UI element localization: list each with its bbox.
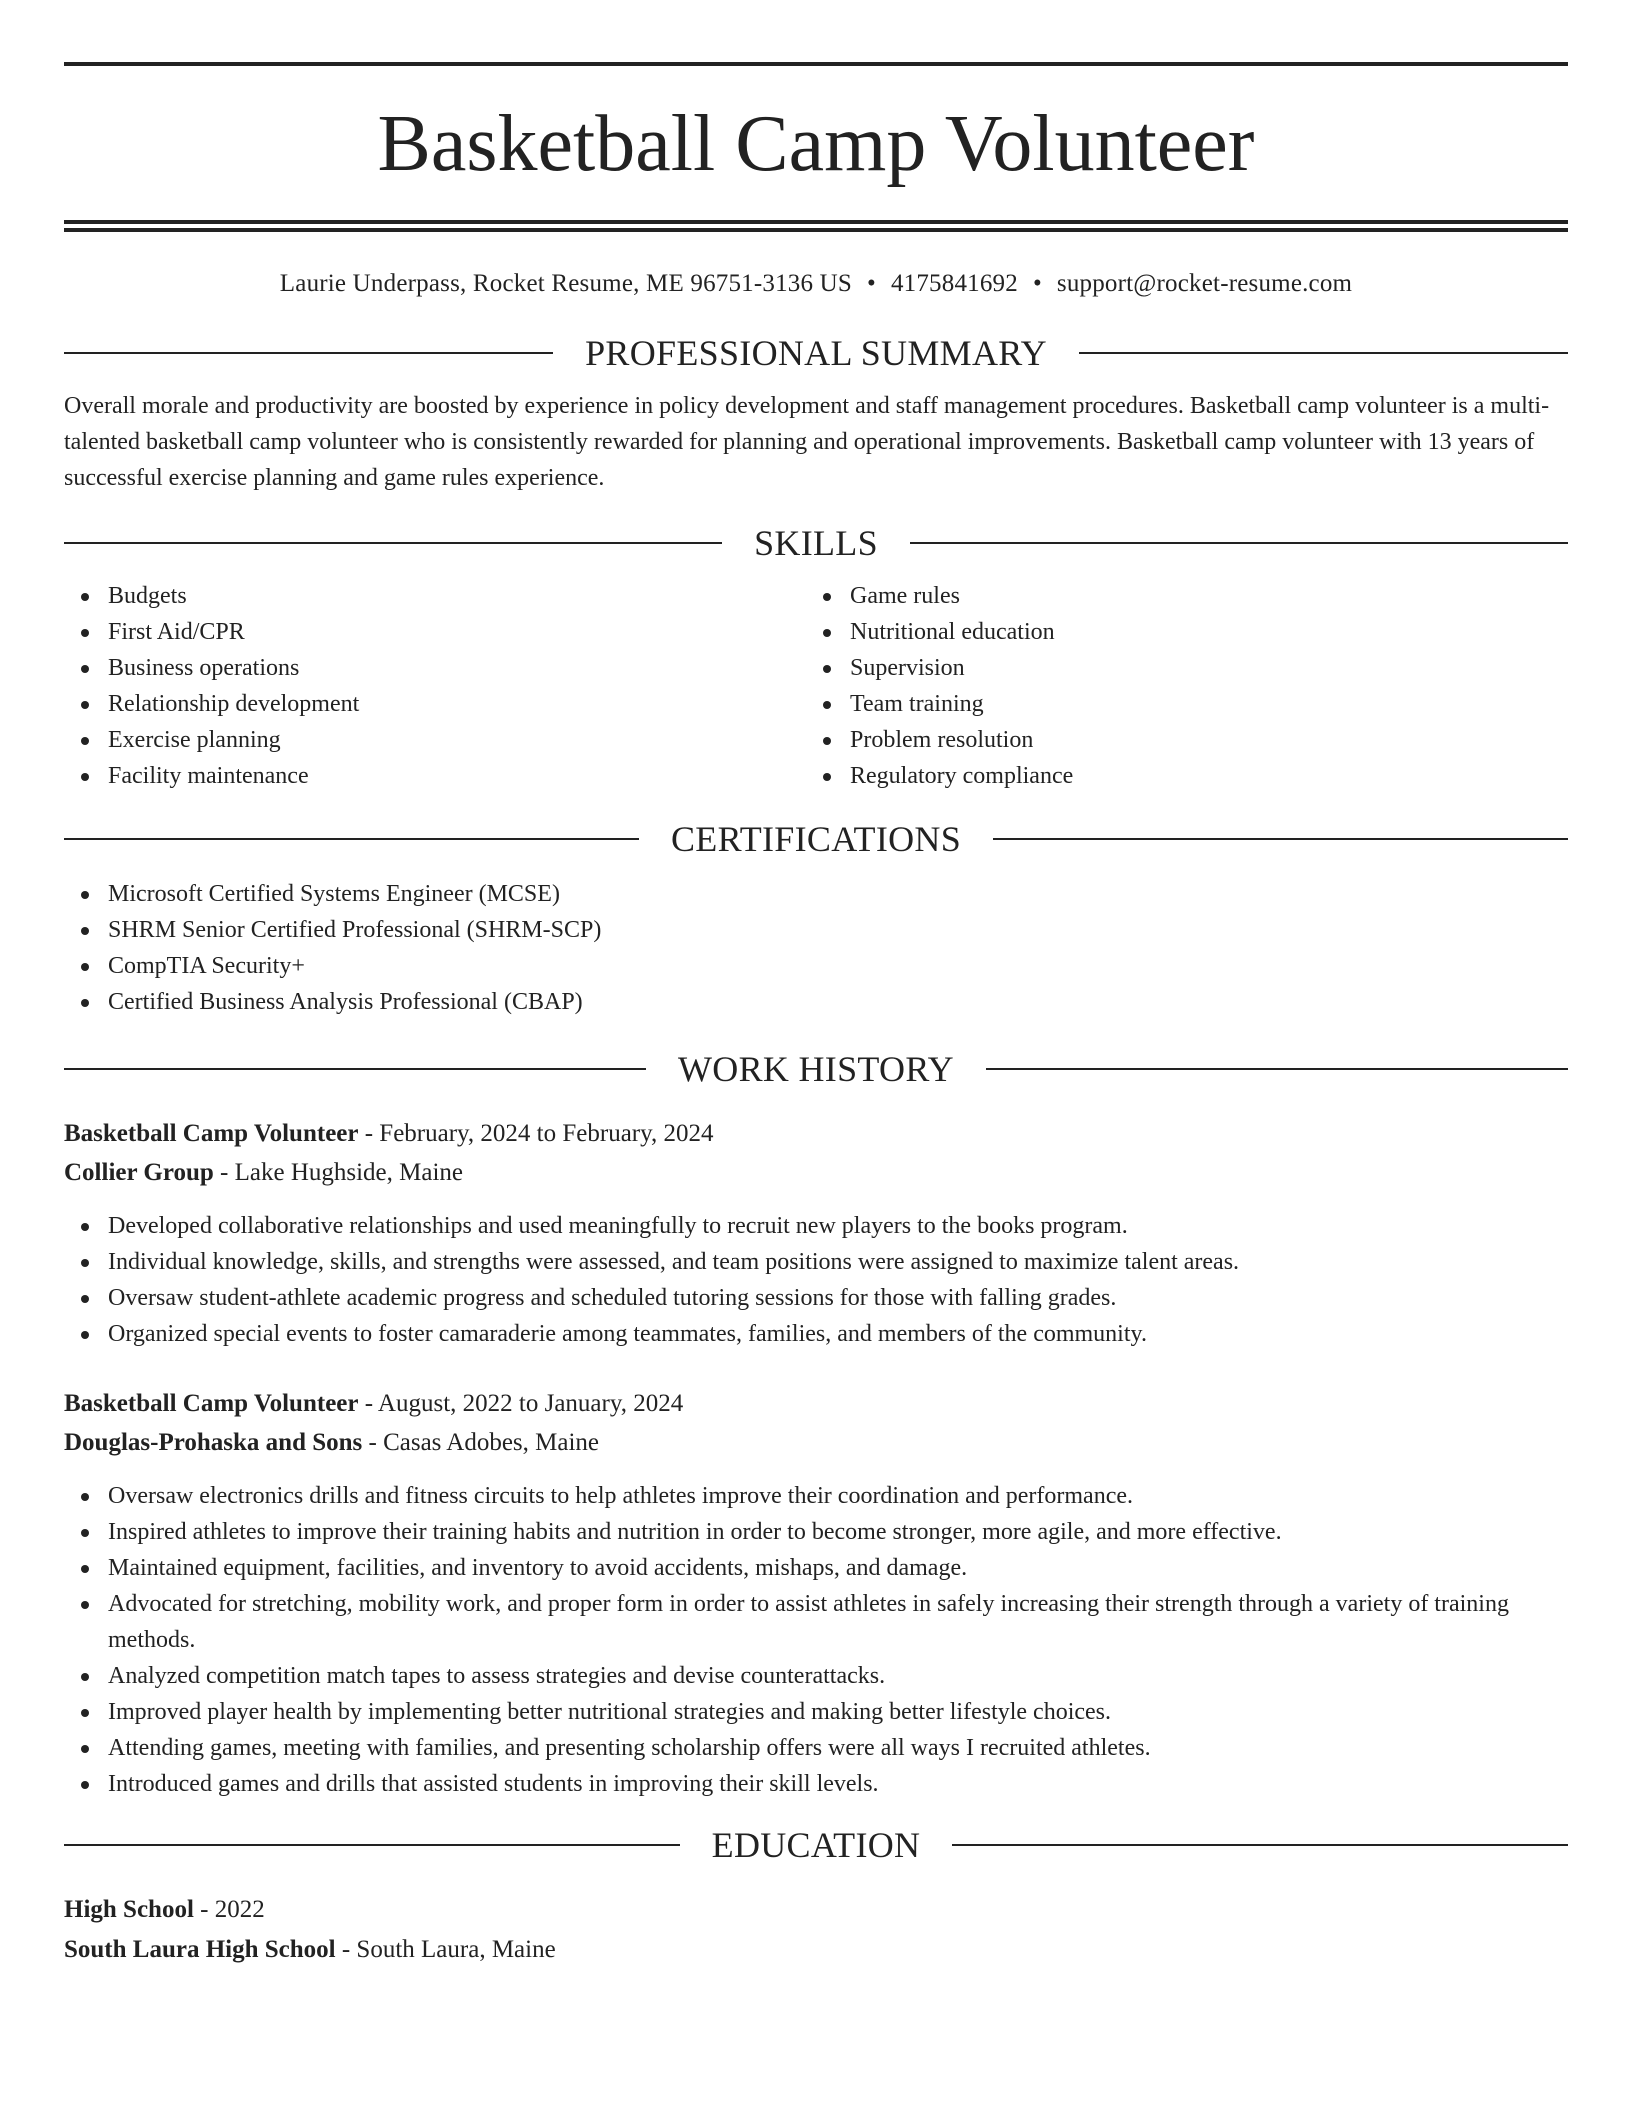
education-degree: High School	[64, 1896, 194, 1923]
section-title-work-history: WORK HISTORY	[678, 1049, 954, 1089]
skill-item: Facility maintenance	[64, 758, 806, 794]
section-title-summary: PROFESSIONAL SUMMARY	[585, 333, 1047, 373]
job-title: Basketball Camp Volunteer	[64, 1120, 359, 1147]
section-header-certifications	[64, 814, 1568, 864]
job-bullet: Organized special events to foster camaraderie among teammates, families, and members of the community.	[64, 1316, 1568, 1352]
job-company-line	[64, 1423, 1568, 1462]
skill-item: Game rules	[806, 578, 1548, 614]
certifications-list	[64, 876, 1568, 1020]
section-rule	[1079, 352, 1568, 354]
section-header-work-history	[64, 1044, 1568, 1094]
certification-item: Certified Business Analysis Professional (CBAP)	[64, 984, 1568, 1020]
education-degree-line	[64, 1890, 1568, 1930]
job-bullet: Inspired athletes to improve their training habits and nutrition in order to become stronger, more agile, and more effective.	[64, 1514, 1568, 1550]
education-entry	[64, 1890, 1568, 1970]
contact-address: Laurie Underpass, Rocket Resume, ME 96751-3136 US	[279, 270, 852, 297]
header-bottom-rule	[64, 220, 1568, 232]
job-dates: - February, 2024 to February, 2024	[358, 1120, 714, 1147]
resume-title: Basketball Camp Volunteer	[377, 100, 1255, 188]
section-title-certifications: CERTIFICATIONS	[670, 819, 962, 859]
section-rule	[952, 1844, 1568, 1846]
job-bullets	[64, 1478, 1568, 1802]
section-rule	[64, 1844, 680, 1846]
contact-phone: 4175841692	[890, 270, 1018, 297]
job-location: - Lake Hughside, Maine	[213, 1159, 464, 1186]
skill-item: Exercise planning	[64, 722, 806, 758]
skill-item: Nutritional education	[806, 614, 1548, 650]
job-entry	[64, 1384, 1568, 1802]
skill-item: Team training	[806, 686, 1548, 722]
skill-item: Regulatory compliance	[806, 758, 1548, 794]
skill-item: Budgets	[64, 578, 806, 614]
education-school: South Laura High School	[64, 1936, 336, 1963]
section-rule	[64, 542, 722, 544]
education-location: - South Laura, Maine	[335, 1936, 556, 1963]
skill-item: First Aid/CPR	[64, 614, 806, 650]
section-rule	[986, 1068, 1568, 1070]
certification-item: Microsoft Certified Systems Engineer (MCSE)	[64, 876, 1568, 912]
contact-line	[64, 266, 1568, 302]
skill-item: Relationship development	[64, 686, 806, 722]
job-bullet: Introduced games and drills that assisted students in improving their skill levels.	[64, 1766, 1568, 1802]
certification-item: SHRM Senior Certified Professional (SHRM-SCP)	[64, 912, 1568, 948]
job-bullet: Maintained equipment, facilities, and inventory to avoid accidents, mishaps, and damage.	[64, 1550, 1568, 1586]
certification-item: CompTIA Security+	[64, 948, 1568, 984]
job-bullet: Improved player health by implementing better nutritional strategies and making better lifestyle choices.	[64, 1694, 1568, 1730]
section-rule	[64, 1068, 646, 1070]
skill-item: Supervision	[806, 650, 1548, 686]
job-dates: - August, 2022 to January, 2024	[358, 1390, 684, 1417]
job-bullet: Individual knowledge, skills, and strengths were assessed, and team positions were assigned to maximize talent areas.	[64, 1244, 1568, 1280]
job-location: - Casas Adobes, Maine	[362, 1429, 600, 1456]
job-bullet: Oversaw student-athlete academic progress and scheduled tutoring sessions for those with falling grades.	[64, 1280, 1568, 1316]
skill-item: Business operations	[64, 650, 806, 686]
job-company: Collier Group	[64, 1159, 214, 1186]
section-header-summary	[64, 328, 1568, 378]
section-rule	[993, 838, 1568, 840]
section-header-education	[64, 1820, 1568, 1870]
education-year: - 2022	[193, 1896, 265, 1923]
job-title-line	[64, 1384, 1568, 1423]
job-title: Basketball Camp Volunteer	[64, 1390, 359, 1417]
job-bullet: Developed collaborative relationships and used meaningfully to recruit new players to the books program.	[64, 1208, 1568, 1244]
section-rule	[64, 352, 553, 354]
skills-grid	[64, 578, 1568, 794]
job-title-line	[64, 1114, 1568, 1153]
summary-text: Overall morale and productivity are boosted by experience in policy development and staff management procedures. Basketball camp volunteer is a multi-talented basketball camp volunteer who is consistently rewarded for planning and operational improvements. Basketball camp volunteer with 13 years of successful exercise planning and game rules experience.	[64, 393, 1550, 491]
skills-list-left	[64, 578, 806, 794]
section-rule	[64, 838, 639, 840]
job-company-line	[64, 1153, 1568, 1192]
section-header-skills	[64, 518, 1568, 568]
job-bullet: Advocated for stretching, mobility work, and proper form in order to assist athletes in safely increasing their strength through a variety of training methods.	[64, 1586, 1568, 1658]
job-entry	[64, 1114, 1568, 1352]
skill-item: Problem resolution	[806, 722, 1548, 758]
education-school-line	[64, 1930, 1568, 1970]
job-company: Douglas-Prohaska and Sons	[64, 1429, 363, 1456]
contact-separator: •	[1032, 270, 1042, 297]
section-title-skills: SKILLS	[754, 523, 878, 563]
contact-email[interactable]: support@rocket-resume.com	[1056, 270, 1353, 297]
job-bullet: Attending games, meeting with families, and presenting scholarship offers were all ways I recruited athletes.	[64, 1730, 1568, 1766]
section-title-education: EDUCATION	[711, 1825, 921, 1865]
header-top-rule	[64, 62, 1568, 66]
job-bullet: Analyzed competition match tapes to assess strategies and devise counterattacks.	[64, 1658, 1568, 1694]
section-rule	[910, 542, 1568, 544]
job-bullet: Oversaw electronics drills and fitness circuits to help athletes improve their coordination and performance.	[64, 1478, 1568, 1514]
contact-separator: •	[867, 270, 876, 297]
skills-list-right	[806, 578, 1548, 794]
job-bullets	[64, 1208, 1568, 1352]
